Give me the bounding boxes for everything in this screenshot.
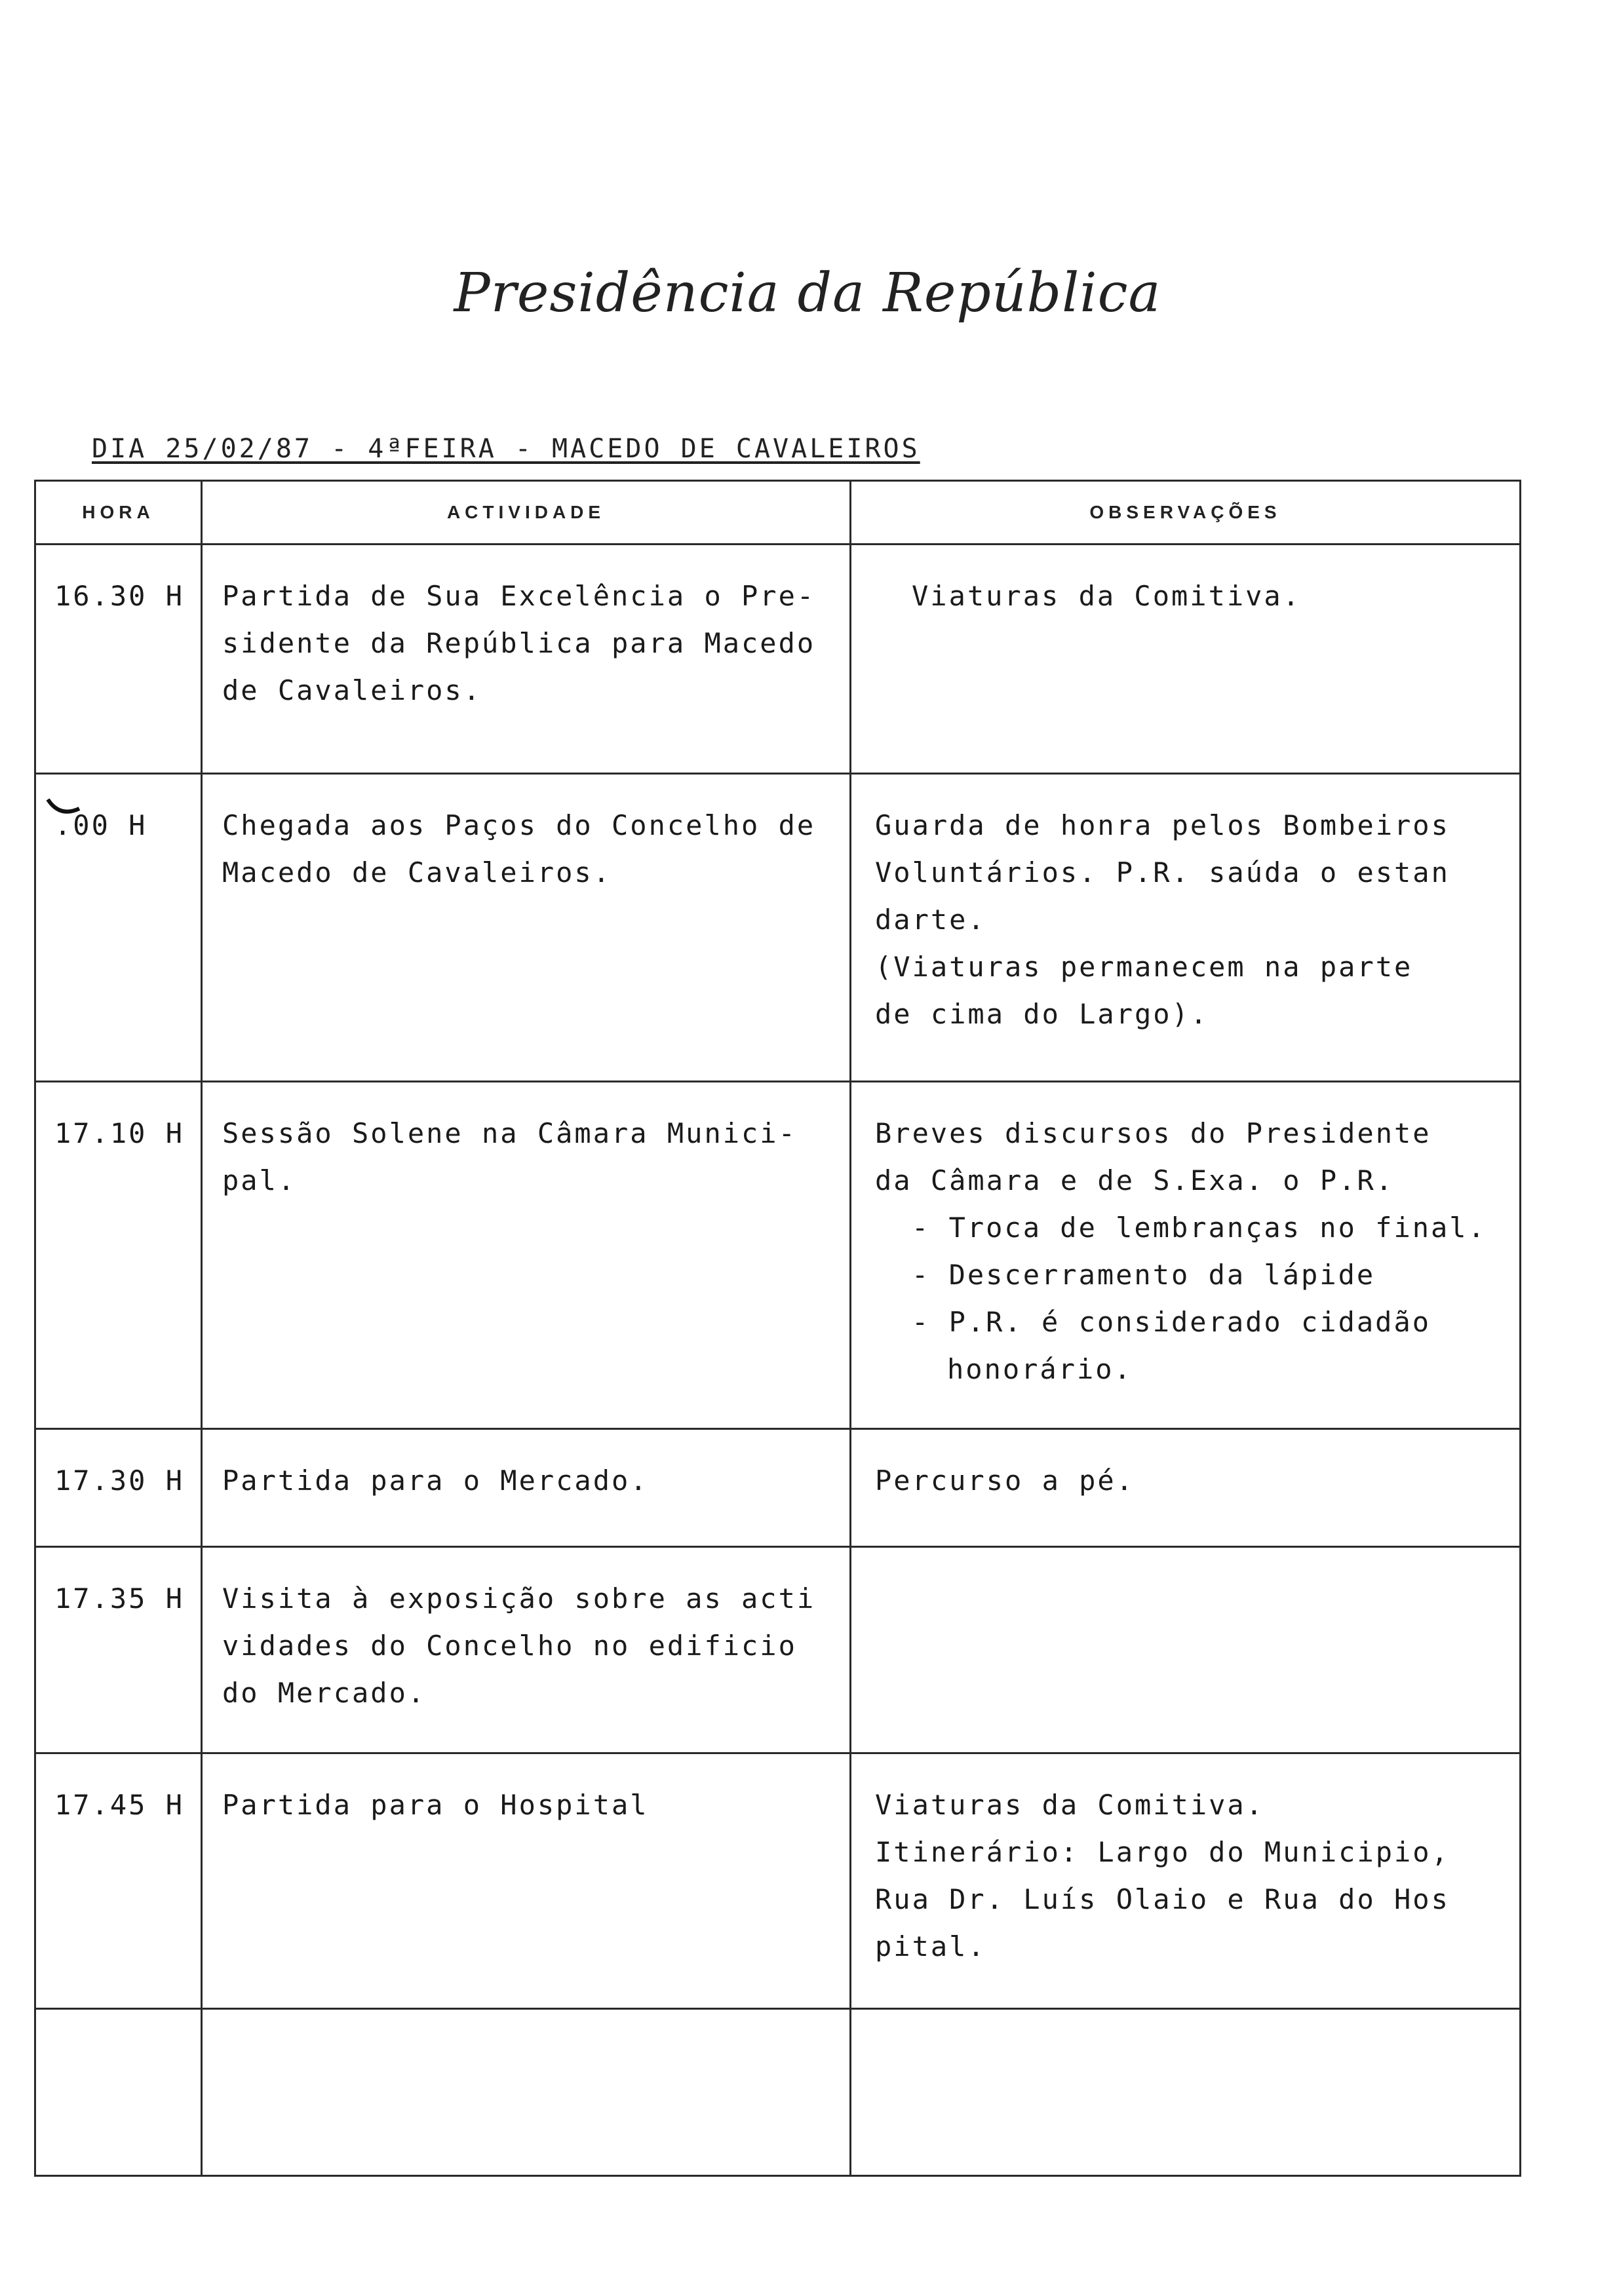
- text-line: Itinerário: Largo do Municipio,: [875, 1836, 1450, 1868]
- cell-observacoes: [851, 1753, 1521, 2009]
- table-row: [35, 2009, 1521, 2176]
- header-row: [35, 481, 1521, 545]
- text-line: Sessão Solene na Câmara Munici-: [222, 1117, 797, 1149]
- text-line: (Viaturas permanecem na parte: [875, 951, 1413, 983]
- text-line: Macedo de Cavaleiros.: [222, 856, 612, 889]
- cell-actividade: [202, 1429, 851, 1547]
- text-line: da Câmara e de S.Exa. o P.R.: [875, 1164, 1395, 1196]
- cell-actividade: [202, 545, 851, 774]
- table-row: [35, 1429, 1521, 1547]
- hora-text: .00 H: [54, 809, 147, 841]
- text-line: Viaturas da Comitiva.: [875, 1789, 1265, 1821]
- cell-observacoes: [851, 1082, 1521, 1429]
- cell-observacoes: [851, 545, 1521, 774]
- text-line: Rua Dr. Luís Olaio e Rua do Hos: [875, 1883, 1450, 1915]
- text-line: pital.: [875, 1930, 986, 1962]
- letterhead-title: Presidência da República: [454, 262, 1161, 324]
- cell-observacoes: [851, 1547, 1521, 1753]
- text-line: sidente da República para Macedo: [222, 627, 816, 659]
- text-line: - Troca de lembranças no final.: [912, 1212, 1487, 1244]
- cell-hora: 16.30 H: [35, 545, 202, 774]
- table-row: [35, 1753, 1521, 2009]
- text-line: Breves discursos do Presidente: [875, 1117, 1431, 1149]
- cell-actividade: [202, 1082, 851, 1429]
- schedule-table: [34, 480, 1521, 2177]
- text-line: Partida de Sua Excelência o Pre-: [222, 580, 816, 612]
- table-row: [35, 1082, 1521, 1429]
- text-line: Guarda de honra pelos Bombeiros: [875, 809, 1450, 841]
- text-line: Viaturas da Comitiva.: [912, 580, 1302, 612]
- text-line: Voluntários. P.R. saúda o estan: [875, 856, 1450, 889]
- cell-actividade: [202, 774, 851, 1082]
- table-row: [35, 545, 1521, 774]
- cell-hora: [35, 2009, 202, 2176]
- text-line: Percurso a pé.: [875, 1464, 1135, 1497]
- text-line: Chegada aos Paços do Concelho de: [222, 809, 816, 841]
- text-line: de Cavaleiros.: [222, 674, 482, 706]
- text-line: de cima do Largo).: [875, 998, 1209, 1030]
- header-observacoes: OBSERVAÇÕES: [851, 481, 1521, 545]
- cell-hora: 17.30 H: [35, 1429, 202, 1547]
- cell-actividade: [202, 2009, 851, 2176]
- cell-observacoes: [851, 774, 1521, 1082]
- text-line: Visita à exposição sobre as acti: [222, 1582, 816, 1615]
- text-line: - P.R. é considerado cidadão: [912, 1306, 1431, 1338]
- cell-observacoes: [851, 1429, 1521, 1547]
- cell-hora: 17.10 H: [35, 1082, 202, 1429]
- cell-hora: [35, 774, 202, 1082]
- cell-hora: 17.45 H: [35, 1753, 202, 2009]
- cell-hora: 17.35 H: [35, 1547, 202, 1753]
- text-line: Partida para o Mercado.: [222, 1464, 649, 1497]
- text-line: honorário.: [947, 1353, 1133, 1385]
- text-line: pal.: [222, 1164, 297, 1196]
- header-hora: HORA: [35, 481, 202, 545]
- text-line: - Descerramento da lápide: [912, 1259, 1376, 1291]
- day-heading: DIA 25/02/87 - 4ªFEIRA - MACEDO DE CAVALEIROS: [92, 434, 920, 464]
- table-row: [35, 774, 1521, 1082]
- text-line: darte.: [875, 904, 986, 936]
- cell-observacoes: [851, 2009, 1521, 2176]
- header-actividade: ACTIVIDADE: [202, 481, 851, 545]
- table-row: [35, 1547, 1521, 1753]
- text-line: Partida para o Hospital: [222, 1789, 649, 1821]
- text-line: do Mercado.: [222, 1677, 427, 1709]
- cell-actividade: [202, 1547, 851, 1753]
- text-line: vidades do Concelho no edificio: [222, 1630, 797, 1662]
- cell-actividade: [202, 1753, 851, 2009]
